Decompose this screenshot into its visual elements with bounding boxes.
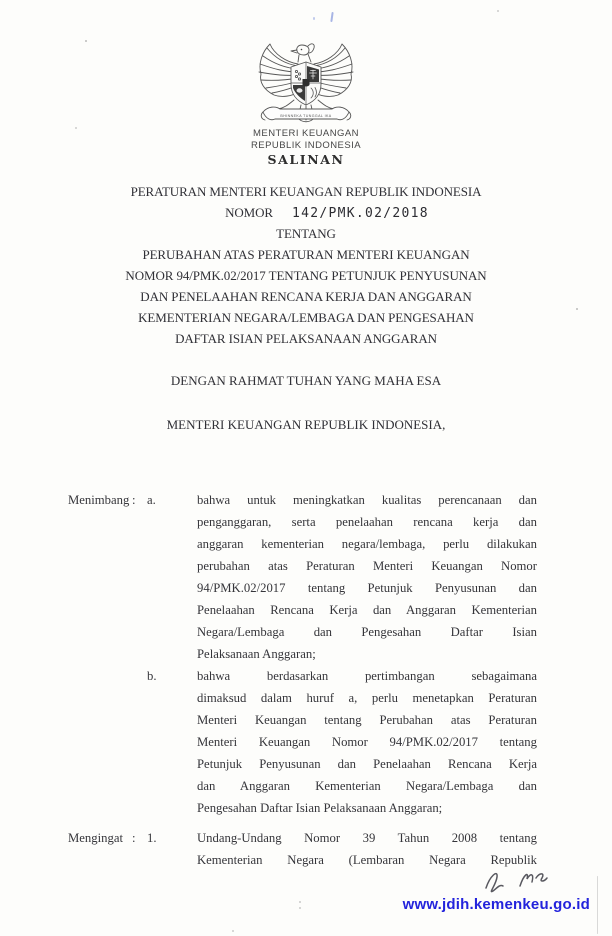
- item-lines: [197, 489, 537, 665]
- mengingat-colon: :: [132, 831, 136, 845]
- scan-artifact: [330, 12, 333, 22]
- body-line: bahwa untuk meningkatkan kualitas perencanaan dan: [197, 493, 537, 507]
- ministry-name: MENTERI KEUANGAN: [253, 128, 359, 139]
- emblem-motto: BHINNEKA TUNGGAL IKA: [280, 113, 332, 118]
- subject-lines: [0, 244, 612, 349]
- body-line: perubahan atas Peraturan Menteri Keuangan Nomor: [197, 559, 537, 573]
- subject-line: DAFTAR ISIAN PELAKSANAAN ANGGARAN: [175, 331, 437, 346]
- invocation-line: DENGAN RAHMAT TUHAN YANG MAHA ESA: [170, 373, 442, 388]
- consideration-item: [147, 665, 537, 819]
- garuda-pancasila-emblem-icon: [254, 42, 358, 128]
- regulation-heading: PERATURAN MENTERI KEUANGAN REPUBLIK INDONESIA: [130, 184, 482, 199]
- subject-line: PERUBAHAN ATAS PERATURAN MENTERI KEUANGAN: [142, 247, 470, 262]
- body-line: bahwa berdasarkan pertimbangan sebagaimana: [197, 669, 537, 683]
- tentang-label: TENTANG: [276, 226, 336, 241]
- scan-artifact: [597, 876, 598, 934]
- scan-artifact: [313, 17, 315, 20]
- body-line: 94/PMK.02/2017 tentang Petunjuk Penyusunan dan: [197, 581, 537, 595]
- mengingat-label: Mengingat: [68, 831, 123, 845]
- menimbang-colon: :: [132, 493, 136, 507]
- menimbang-section: [68, 489, 537, 819]
- menimbang-label: Menimbang: [68, 493, 130, 507]
- mengingat-section: [68, 827, 537, 871]
- body-line: dimaksud dalam huruf a, perlu menetapkan Peraturan: [197, 691, 537, 705]
- body-line: Undang-Undang Nomor 39 Tahun 2008 tentang: [197, 831, 537, 845]
- letterhead: [0, 42, 612, 167]
- body-line: Negara/Lembaga dan Pengesahan Daftar Isian: [197, 625, 537, 639]
- body-line: penganggaran, serta penelaahan rencana kerja dan: [197, 515, 537, 529]
- scan-artifact: [75, 127, 77, 129]
- subject-line: KEMENTERIAN NEGARA/LEMBAGA DAN PENGESAHAN: [138, 310, 474, 325]
- jdih-website-link[interactable]: www.jdih.kemenkeu.go.id: [402, 896, 590, 913]
- scan-artifact: [299, 901, 301, 903]
- number-value: 142/PMK.02/2018: [292, 206, 429, 221]
- body-line: Pengesahan Daftar Isian Pelaksanaan Anggaran;: [197, 801, 443, 815]
- regulation-title-block: [0, 181, 612, 349]
- item-lines: [197, 665, 537, 819]
- item-marker: a.: [147, 493, 156, 507]
- body-line: Menteri Keuangan Nomor 94/PMK.02/2017 tentang: [197, 735, 537, 749]
- republic-name: REPUBLIK INDONESIA: [251, 139, 361, 151]
- scan-artifact: [576, 308, 578, 310]
- handwritten-initials: [478, 864, 556, 898]
- item-marker: 1.: [147, 831, 157, 845]
- body-line: Petunjuk Penyusunan dan Penelaahan Rencana Kerja: [197, 757, 537, 771]
- subject-line: DAN PENELAAHAN RENCANA KERJA DAN ANGGARAN: [140, 289, 472, 304]
- consideration-item: [147, 489, 537, 665]
- body-line: dan Anggaran Kementerian Negara/Lembaga dan: [197, 779, 537, 793]
- subject-line: NOMOR 94/PMK.02/2017 TENTANG PETUNJUK PENYUSUNAN: [125, 268, 487, 283]
- issuer-line: MENTERI KEUANGAN REPUBLIK INDONESIA,: [166, 417, 446, 432]
- body-line: Pelaksanaan Anggaran;: [197, 647, 316, 661]
- item-marker: b.: [147, 669, 157, 683]
- body-line: Menteri Keuangan tentang Perubahan atas Peraturan: [197, 713, 537, 727]
- scan-artifact: [497, 10, 499, 12]
- scan-artifact: [85, 40, 87, 42]
- salinan-stamp: SALINAN: [267, 152, 345, 167]
- body-line: anggaran kementerian negara/lembaga, perlu dilakukan: [197, 537, 537, 551]
- number-label: NOMOR: [225, 205, 273, 220]
- body-line: Penelaahan Rencana Kerja dan Anggaran Kementerian: [197, 603, 537, 617]
- body-line: Kementerian Negara (Lembaran Negara Republik: [197, 853, 537, 867]
- scan-artifact: [232, 930, 234, 932]
- menimbang-items: [147, 489, 537, 819]
- regulation-number-line: [21, 202, 612, 223]
